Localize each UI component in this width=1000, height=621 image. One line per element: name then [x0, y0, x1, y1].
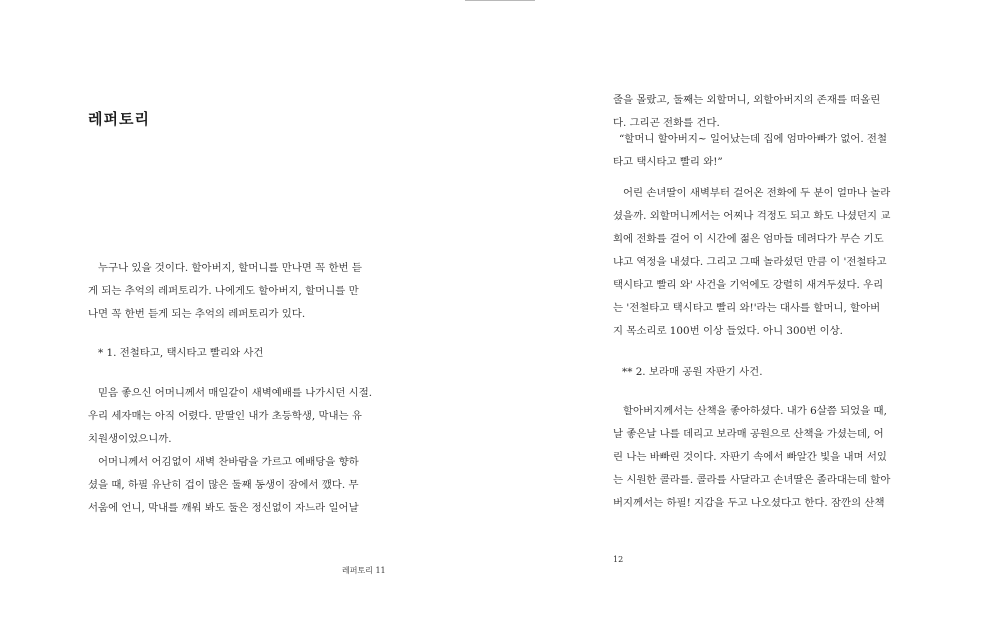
chapter-title: 레퍼토리	[88, 110, 150, 128]
text-line: 버지께서는 하필! 지갑을 두고 나오셨다고 한다. 잠깐의 산책	[613, 497, 885, 509]
text-line: 냐고 역정을 내셨다. 그리고 그때 놀라셨던 만큼 이 '전철타고	[613, 256, 887, 268]
text-line: 다. 그리곤 전화를 건다.	[613, 117, 720, 129]
text-line: 는 시원한 콜라를. 콜라를 사달라고 손녀딸은 졸라대는데 할아	[613, 474, 891, 486]
text-line: 타고 택시타고 빨리 와!”	[613, 156, 723, 168]
section-heading-2: ** 2. 보라매 공원 자판기 사건.	[622, 366, 763, 378]
page-footer-left: 레퍼토리 11	[342, 566, 386, 575]
text-line: 셨을까. 외할머니께서는 어찌나 걱정도 되고 화도 나셨던지 교	[613, 210, 891, 222]
text-line: 나면 꼭 한번 듣게 되는 추억의 레퍼토리가 있다.	[88, 308, 306, 320]
text-line: 어린 손녀딸이 새벽부터 걸어온 전화에 두 분이 얼마나 놀라	[623, 187, 891, 199]
right-page	[500, 0, 1000, 621]
section-heading-1: * 1. 전철타고, 택시타고 빨리와 사건	[98, 347, 264, 359]
text-line: 회에 전화를 걸어 이 시간에 젊은 엄마들 데려다가 무슨 기도	[613, 233, 884, 245]
reaction-paragraph	[613, 182, 933, 343]
text-line: 린 나는 바빠린 것이다. 자판기 속에서 빠알간 빛을 내며 서있	[613, 451, 887, 463]
text-line: 택시타고 빨리 와' 사건을 기억에도 강렬히 새겨두셨다. 우리	[613, 279, 884, 291]
intro-paragraph	[88, 257, 393, 326]
text-line: 어머니께서 어김없이 새벽 찬바람을 가르고 예배당을 향하	[98, 456, 359, 468]
text-line: 우리 세자매는 아직 어렸다. 맏딸인 내가 초등학생, 막내는 유	[88, 410, 362, 422]
text-line: 서움에 언니, 막내를 깨워 봐도 둘은 정신없이 자느라 일어날	[88, 502, 359, 514]
quote-paragraph	[613, 128, 933, 174]
section-2-body	[613, 400, 933, 515]
text-line: 지 목소리로 100번 이상 들었다. 아니 300번 이상.	[613, 325, 843, 337]
text-line: 는 '전철타고 택시타고 빨리 와!'라는 대사를 할머니, 할아버	[613, 302, 881, 314]
text-line: 줄을 몰랐고, 둘째는 외할머니, 외할아버지의 존재를 떠올린	[613, 94, 881, 106]
text-line: 믿음 좋으신 어머니께서 매일같이 새벽예배를 나가시던 시절.	[98, 387, 373, 399]
section-1-body	[88, 382, 393, 520]
text-line: “할머니 할아버지~ 일어났는데 집에 엄마아빠가 없어. 전철	[619, 133, 887, 145]
text-line: 누구나 있을 것이다. 할아버지, 할머니를 만나면 꼭 한번 듣	[98, 262, 362, 274]
text-line: 할아버지께서는 산책을 좋아하셨다. 내가 6살쯤 되었을 때,	[623, 405, 887, 417]
text-line: 게 되는 추억의 레퍼토리가. 나에게도 할아버지, 할머니를 만	[88, 285, 359, 297]
text-line: 셨을 때, 하필 유난히 겁이 많은 둘째 동생이 잠에서 깼다. 무	[88, 479, 359, 491]
text-line: 날 좋은날 나를 데리고 보라매 공원으로 산책을 가셨는데, 어	[613, 428, 884, 440]
page-number-right: 12	[613, 555, 624, 564]
text-line: 치원생이었으니까.	[88, 433, 172, 445]
